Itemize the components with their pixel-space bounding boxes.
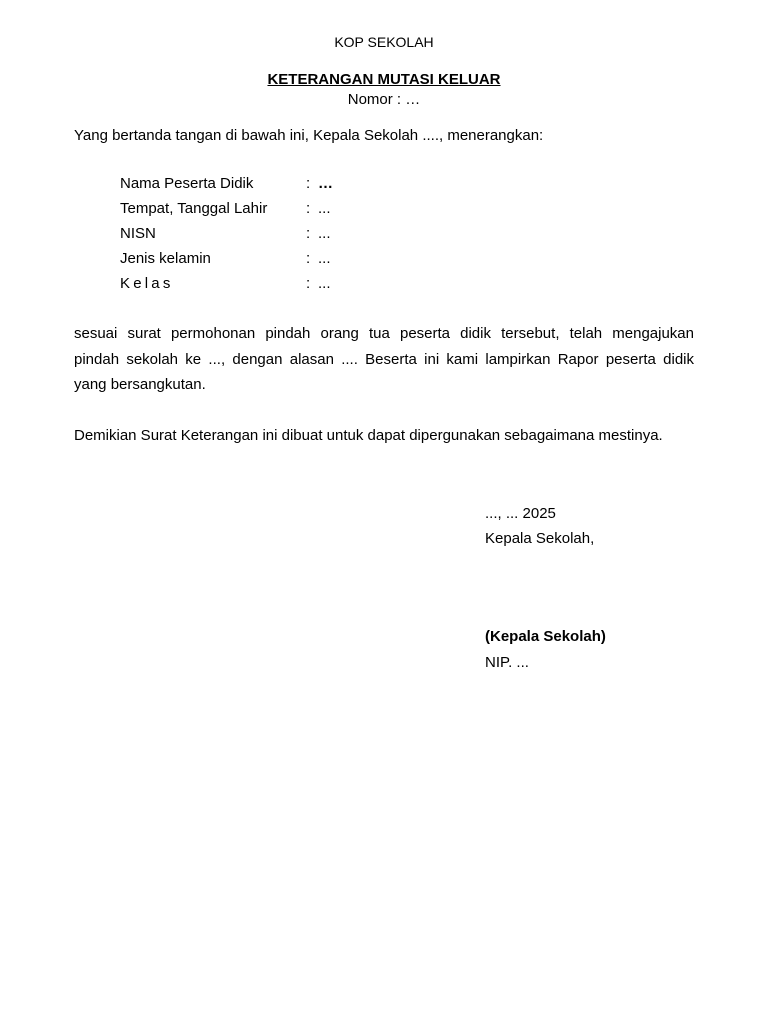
- signatory-nip: NIP. ...: [485, 654, 529, 671]
- identity-label: Jenis kelamin: [120, 250, 211, 267]
- paragraph-line: yang bersangkutan.: [74, 376, 206, 393]
- identity-value: ...: [318, 200, 331, 217]
- document-number: Nomor : …: [347, 91, 421, 108]
- school-letterhead: KOP SEKOLAH: [334, 34, 434, 50]
- identity-label: Kelas: [120, 275, 174, 292]
- signatory-name: (Kepala Sekolah): [485, 628, 606, 645]
- intro-statement: Yang bertanda tangan di bawah ini, Kepala Sekolah ...., menerangkan:: [74, 127, 544, 144]
- identity-label: NISN: [120, 225, 156, 242]
- paragraph-line: pindah sekolah ke ..., dengan alasan .... Beserta ini kami lampirkan Rapor peserta didik: [74, 350, 694, 368]
- identity-value: …: [318, 175, 333, 192]
- signature-date: ..., ... 2025: [485, 505, 556, 522]
- body-paragraph: [74, 326, 694, 403]
- identity-row-nisn: [120, 226, 333, 251]
- paragraph-line: sesuai surat permohonan pindah orang tua peserta didik tersebut, telah mengajukan: [74, 325, 694, 342]
- identity-row-birth: [120, 201, 333, 226]
- identity-row-class: [120, 276, 333, 301]
- identity-row-gender: [120, 251, 333, 276]
- identity-colon: :: [306, 250, 311, 267]
- student-identity-table: [120, 176, 333, 301]
- signature-role: Kepala Sekolah,: [485, 530, 595, 547]
- identity-value: ...: [318, 250, 331, 267]
- identity-row-name: [120, 176, 333, 201]
- document-title: KETERANGAN MUTASI KELUAR: [267, 71, 501, 88]
- identity-colon: :: [306, 200, 311, 217]
- identity-value: ...: [318, 225, 331, 242]
- identity-label: Tempat, Tanggal Lahir: [120, 200, 268, 217]
- identity-colon: :: [306, 275, 311, 292]
- closing-statement: Demikian Surat Keterangan ini dibuat untuk dapat dipergunakan sebagaimana mestinya.: [74, 427, 663, 444]
- identity-colon: :: [306, 175, 311, 192]
- identity-value: ...: [318, 275, 331, 292]
- identity-label: Nama Peserta Didik: [120, 175, 254, 192]
- identity-colon: :: [306, 225, 311, 242]
